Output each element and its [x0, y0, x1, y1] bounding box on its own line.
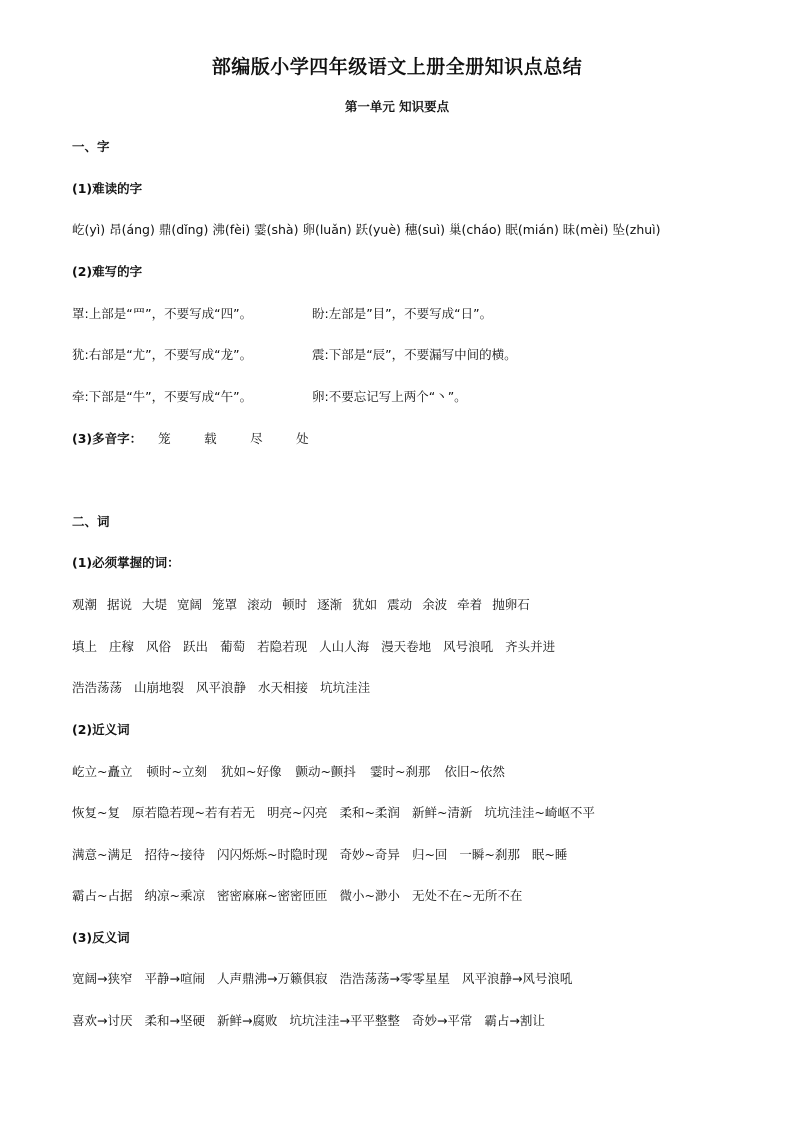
hard-read-list: 屹(yì) 昂(áng) 鼎(dǐng) 沸(fèi) 霎(shà) 卵(luǎn) 跃(yuè) 穗(suì) 巢(cháo) 眠(mián) 昧(mèi) 坠(zhuì) [72, 222, 661, 237]
page-title: 部编版小学四年级语文上册全册知识点总结 [211, 56, 583, 78]
hard-write-row [72, 305, 492, 323]
word-item: 牵着 [457, 597, 483, 612]
word-item: 恢复~复 [72, 805, 120, 820]
word-item: 犹如 [352, 597, 378, 612]
word-row [72, 638, 555, 656]
synonym-row [72, 846, 567, 864]
word-item: 霎时~刹那 [369, 764, 431, 779]
subheading-must-know: (1)必须掌握的词： [72, 555, 180, 570]
word-item: 闪闪烁烁~时隐时现 [216, 847, 328, 862]
word-item: 归~回 [411, 847, 448, 862]
polyphone-char: 笼 [158, 431, 171, 446]
word-item: 招待~接待 [144, 847, 205, 862]
word-item: 平静→喧闹 [144, 971, 205, 986]
word-item: 观潮 [72, 597, 98, 612]
word-item: 新鲜~清新 [411, 805, 473, 820]
word-item: 震动 [387, 597, 413, 612]
word-item: 喜欢→讨厌 [72, 1013, 133, 1028]
word-item: 宽阔 [177, 597, 203, 612]
word-item: 填上 [72, 639, 98, 654]
subheading-hard-write: (2)难写的字 [72, 264, 143, 279]
word-item: 漫天卷地 [381, 639, 432, 654]
antonym-row [72, 1012, 545, 1030]
word-item: 逐渐 [317, 597, 343, 612]
word-item: 风平浪静→风号浪吼 [461, 971, 573, 986]
word-item: 奇妙~奇异 [339, 847, 400, 862]
word-item: 顿时 [282, 597, 308, 612]
hard-write-row [72, 388, 467, 406]
synonym-row [72, 887, 522, 905]
word-item: 奇妙→平常 [411, 1013, 473, 1028]
word-item: 坑坑洼洼→平平整整 [289, 1013, 400, 1028]
word-item: 无处不在~无所不在 [411, 888, 523, 903]
word-item: 霸占→割让 [484, 1013, 545, 1028]
hard-write-row [72, 346, 517, 364]
hard-write-right: 震:下部是“辰”，不要漏写中间的横。 [312, 347, 517, 362]
polyphone-char: 载 [204, 431, 217, 446]
word-item: 大堤 [142, 597, 168, 612]
subheading-polyphone: (3)多音字： [72, 431, 143, 446]
word-item: 人声鼎沸→万籁俱寂 [216, 971, 328, 986]
word-row [72, 679, 370, 697]
word-row [72, 596, 530, 614]
word-item: 人山人海 [319, 639, 370, 654]
word-item: 笼罩 [212, 597, 238, 612]
word-item: 新鲜→腐败 [216, 1013, 278, 1028]
word-item: 坑坑洼洼 [320, 680, 371, 695]
word-item: 据说 [107, 597, 133, 612]
hard-write-left: 牵:下部是“牛”，不要写成“午”。 [72, 389, 253, 404]
word-item: 纳凉~乘凉 [144, 888, 205, 903]
word-item: 一瞬~刹那 [459, 847, 520, 862]
hard-write-left: 犹:右部是“尤”，不要写成“龙”。 [72, 347, 253, 362]
word-item: 原若隐若现~若有若无 [131, 805, 255, 820]
word-item: 风俗 [146, 639, 172, 654]
word-item: 微小~渺小 [339, 888, 400, 903]
polyphone-char: 尽 [250, 431, 263, 446]
word-item: 顿时~立刻 [146, 764, 207, 779]
antonym-row [72, 970, 572, 988]
word-item: 滚动 [247, 597, 273, 612]
subheading-synonyms: (2)近义词 [72, 722, 130, 737]
subheading-antonyms: (3)反义词 [72, 930, 130, 945]
word-item: 密密麻麻~密密匝匝 [216, 888, 328, 903]
polyphone-row [72, 430, 309, 448]
word-item: 水天相接 [258, 680, 309, 695]
word-item: 柔和→坚硬 [144, 1013, 205, 1028]
word-item: 满意~满足 [72, 847, 133, 862]
section-heading-words: 二、词 [72, 514, 110, 529]
word-item: 葡萄 [220, 639, 246, 654]
section-heading-characters: 一、字 [72, 139, 110, 154]
word-item: 山崩地裂 [134, 680, 185, 695]
word-item: 柔和~柔润 [339, 805, 400, 820]
hard-write-right: 卵:不要忘记写上两个“丶”。 [312, 389, 467, 404]
unit-subtitle: 第一单元 知识要点 [344, 99, 450, 114]
word-item: 庄稼 [109, 639, 135, 654]
word-item: 浩浩荡荡→零零星星 [339, 971, 450, 986]
word-item: 坑坑洼洼~崎岖不平 [484, 805, 595, 820]
word-item: 齐头并进 [505, 639, 556, 654]
word-item: 眠~睡 [531, 847, 568, 862]
synonym-row [72, 763, 505, 781]
subheading-hard-read: (1)难读的字 [72, 181, 143, 196]
word-item: 霸占~占据 [72, 888, 133, 903]
synonym-row [72, 804, 595, 822]
word-item: 若隐若现 [257, 639, 308, 654]
word-item: 风平浪静 [196, 680, 247, 695]
polyphone-char: 处 [296, 431, 309, 446]
word-item: 跃出 [183, 639, 209, 654]
word-item: 依旧~依然 [444, 764, 505, 779]
word-item: 抛卵石 [492, 597, 530, 612]
word-item: 浩浩荡荡 [72, 680, 123, 695]
word-item: 风号浪吼 [443, 639, 494, 654]
word-item: 颤动~颤抖 [295, 764, 356, 779]
hard-write-left: 罩:上部是“罒”，不要写成“四”。 [72, 306, 253, 321]
word-item: 余波 [422, 597, 448, 612]
word-item: 宽阔→狭窄 [72, 971, 133, 986]
word-item: 犹如~好像 [220, 764, 282, 779]
hard-write-right: 盼:左部是”目”，不要写成“日”。 [312, 306, 493, 321]
word-item: 明亮~闪亮 [266, 805, 328, 820]
word-item: 屹立~矗立 [72, 764, 133, 779]
